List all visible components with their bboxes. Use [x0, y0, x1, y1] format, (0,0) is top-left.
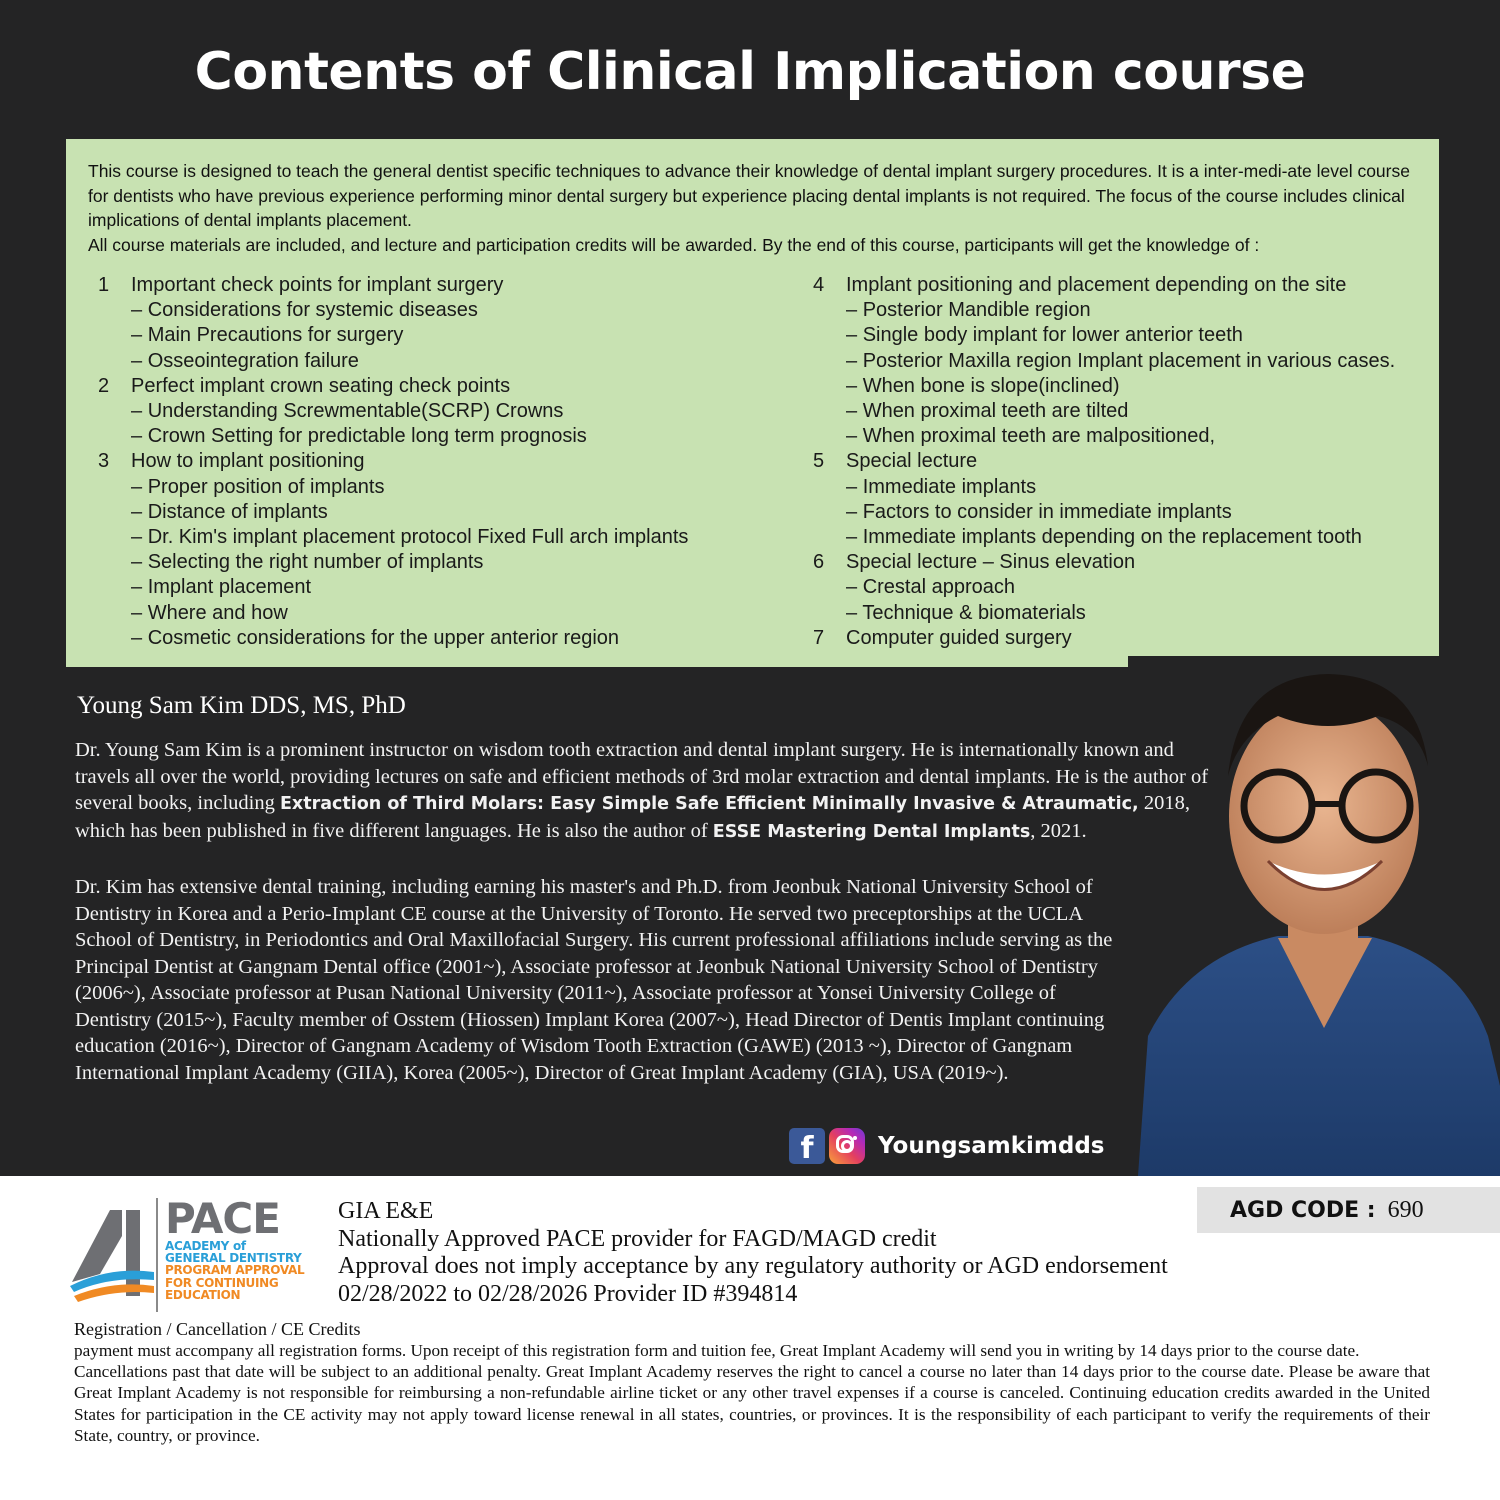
subtopic-item: – Posterior Maxilla region Implant placement in various cases. — [846, 349, 1433, 374]
subtopic-list — [131, 475, 778, 651]
topic-item — [813, 449, 1433, 550]
subtopic-item: – Immediate implants — [846, 475, 1433, 500]
subtopic-item: – Crestal approach — [846, 575, 1433, 600]
topic-number: 4 — [813, 274, 825, 296]
book-title: ESSE Mastering Dental Implants — [712, 821, 1031, 842]
topic-item — [98, 273, 778, 374]
agd-code-label: AGD CODE : — [1230, 1197, 1376, 1223]
subtopic-item: – Osseointegration failure — [131, 349, 778, 374]
topic-number: 7 — [813, 626, 825, 649]
subtopic-item: – Technique & biomaterials — [846, 601, 1433, 626]
facebook-icon[interactable] — [789, 1128, 825, 1164]
topic-title: How to implant positioning — [131, 450, 365, 473]
social-links — [789, 1128, 1105, 1164]
agd-code-badge — [1197, 1187, 1500, 1233]
pace-wordmark: PACE — [165, 1194, 280, 1243]
registration-paragraph: Cancellations past that date will be subject to an additional penalty. Great Implant Academy reserves the right to cancel a course no later than 14 days prior to the course date. Please be aware that Great Implant Academy is not responsible for reimbursing a non-refundable airline ticket or any other travel expenses if a course is canceled. Continuing education credits awarded in the United States for participation in the CE activity may not apply toward license renewal in all states, countries, or provinces. It is the responsibility of each participant to verify the requirements of their State, country, or province. — [74, 1362, 1430, 1445]
topic-list-right — [813, 273, 1433, 651]
topic-number: 5 — [813, 450, 825, 473]
instructor-portrait — [1128, 656, 1500, 1176]
provider-line: GIA E&E — [338, 1198, 434, 1224]
provider-line: Approval does not imply acceptance by any regulatory authority or AGD endorsement — [338, 1253, 1168, 1279]
provider-line: 02/28/2022 to 02/28/2026 Provider ID #394814 — [338, 1280, 798, 1307]
subtopic-item: – Single body implant for lower anterior teeth — [846, 323, 1433, 348]
subtopic-list — [846, 575, 1433, 625]
registration-section — [74, 1318, 1430, 1446]
subtopic-item: – Immediate implants depending on the replacement tooth — [846, 525, 1433, 550]
instructor-name: Young Sam Kim DDS, MS, PhD — [77, 692, 406, 719]
subtopic-item: – Dr. Kim's implant placement protocol Fixed Full arch implants — [131, 525, 778, 550]
topic-number: 2 — [98, 374, 110, 397]
subtopic-list — [846, 475, 1433, 551]
subtopic-list — [131, 298, 778, 374]
instagram-dot-shape — [853, 1136, 857, 1140]
registration-paragraph: payment must accompany all registration forms. Upon receipt of this registration form and tuition fee, Great Implant Academy will send you in writing by 14 days prior to the course date. — [74, 1341, 1360, 1360]
topic-title: Computer guided surgery — [846, 626, 1072, 649]
registration-heading: Registration / Cancellation / CE Credits — [74, 1319, 361, 1339]
page-title: Contents of Clinical Implication course — [194, 42, 1306, 102]
subtopic-list — [131, 399, 778, 449]
topic-item — [98, 449, 778, 651]
pace-line: PROGRAM APPROVAL — [165, 1263, 305, 1278]
subtopic-item: – Distance of implants — [131, 500, 778, 525]
bio-paragraph — [75, 737, 1230, 845]
provider-info — [338, 1198, 1168, 1308]
subtopic-item: – Considerations for systemic diseases — [131, 298, 778, 323]
topic-number: 6 — [813, 551, 825, 574]
intro-paragraph: All course materials are included, and lecture and participation credits will be awarded. By the end of this course, participants will get the knowledge of : — [88, 234, 1260, 255]
book-title: Extraction of Third Molars: Easy Simple Safe Efficient Minimally Invasive & Atraumatic, — [279, 794, 1139, 814]
subtopic-item: – When bone is slope(inclined) — [846, 374, 1433, 399]
pace-line: FOR CONTINUING — [165, 1275, 279, 1290]
topic-title: Perfect implant crown seating check points — [131, 374, 511, 397]
topic-title: Special lecture – Sinus elevation — [846, 551, 1136, 574]
subtopic-item: – Factors to consider in immediate implants — [846, 500, 1433, 525]
provider-line: Nationally Approved PACE provider for FAGD/MAGD credit — [338, 1225, 937, 1252]
bio-text: Dr. Young Sam Kim is a prominent instructor on wisdom tooth extraction and dental implant surgery. He is internationally known and travels all over the world, providing lectures on safe and efficient methods of 3rd molar extraction and dental implants. He is the author of several books, including — [75, 739, 1209, 814]
pace-line: GENERAL DENTISTRY — [165, 1251, 302, 1266]
bio-text: , 2021. — [1030, 819, 1087, 842]
bio-paragraph: Dr. Kim has extensive dental training, including earning his master's and Ph.D. from Jeonbuk National University School of Dentistry in Korea and a Perio-Implant CE course at the University of Toronto. He served two preceptorships at the UCLA School of Dentistry, in Periodontics and Oral Maxillofacial Surgery. His current professional affiliations include serving as the Principal Dentist at Gangnam Dental office (2001~), Associate professor at Jeonbuk National University School of Dentistry (2006~), Associate professor at Pusan National University (2011~), Associate professor at Yonsei University College of Dentistry (2015~), Faculty member of Osstem (Hiossen) Implant Korea (2007~), Head Director of Dentis Implant continuing education (2016~), Director of Gangnam Academy of Wisdom Tooth Extraction (GAWE) (2013 ~), Director of Gangnam International Implant Academy (GIIA), Korea (2005~), Director of Great Implant Academy (GIA), USA (2019~). — [75, 876, 1113, 1084]
subtopic-item: – Understanding Screwmentable(SCRP) Crowns — [131, 399, 778, 424]
topic-title: Special lecture — [846, 450, 978, 473]
topic-item — [98, 374, 778, 450]
topic-number: 1 — [98, 274, 110, 296]
subtopic-item: – Cosmetic considerations for the upper anterior region — [131, 626, 778, 651]
logo-divider — [156, 1198, 158, 1312]
subtopic-item: – Implant placement — [131, 575, 778, 600]
pace-line: EDUCATION — [165, 1287, 241, 1302]
topic-number: 3 — [98, 450, 110, 473]
subtopic-item: – Main Precautions for surgery — [131, 323, 778, 348]
subtopic-item: – Crown Setting for predictable long term prognosis — [131, 424, 778, 449]
agd-code-value: 690 — [1387, 1196, 1424, 1223]
pace-line: ACADEMY of — [165, 1239, 246, 1253]
topic-item — [813, 273, 1433, 449]
social-handle[interactable]: Youngsamkimdds — [878, 1133, 1105, 1159]
instagram-lens-shape — [841, 1140, 853, 1152]
bio-text: 2018, which has been published in five different languages. He is also the author of — [75, 792, 1190, 842]
subtopic-item: – Where and how — [131, 601, 778, 626]
topic-title: Important check points for implant surgery — [131, 274, 504, 296]
subtopic-item: – When proximal teeth are tilted — [846, 399, 1433, 424]
topic-title: Implant positioning and placement depending on the site — [846, 274, 1347, 296]
subtopic-item: – Proper position of implants — [131, 475, 778, 500]
topic-item — [813, 550, 1433, 626]
facebook-glyph: f — [800, 1131, 814, 1164]
subtopic-item: – When proximal teeth are malpositioned, — [846, 424, 1433, 449]
instagram-icon[interactable] — [829, 1128, 865, 1164]
course-contents-box — [66, 139, 1439, 667]
intro-paragraph: This course is designed to teach the general dentist specific techniques to advance their knowledge of dental implant surgery procedures. It is a inter-medi-ate level course for dentists who have previous experience performing minor dental surgery but experience placing dental implants is not required. The focus of the course includes clinical implications of dental implants placement. — [88, 161, 1410, 230]
topic-list-left — [98, 273, 778, 651]
course-intro — [88, 159, 1418, 257]
subtopic-item: – Selecting the right number of implants — [131, 550, 778, 575]
subtopic-item: – Posterior Mandible region — [846, 298, 1433, 323]
pace-logo-text — [165, 1194, 315, 1302]
subtopic-list — [846, 298, 1433, 449]
topic-item — [813, 626, 1433, 651]
